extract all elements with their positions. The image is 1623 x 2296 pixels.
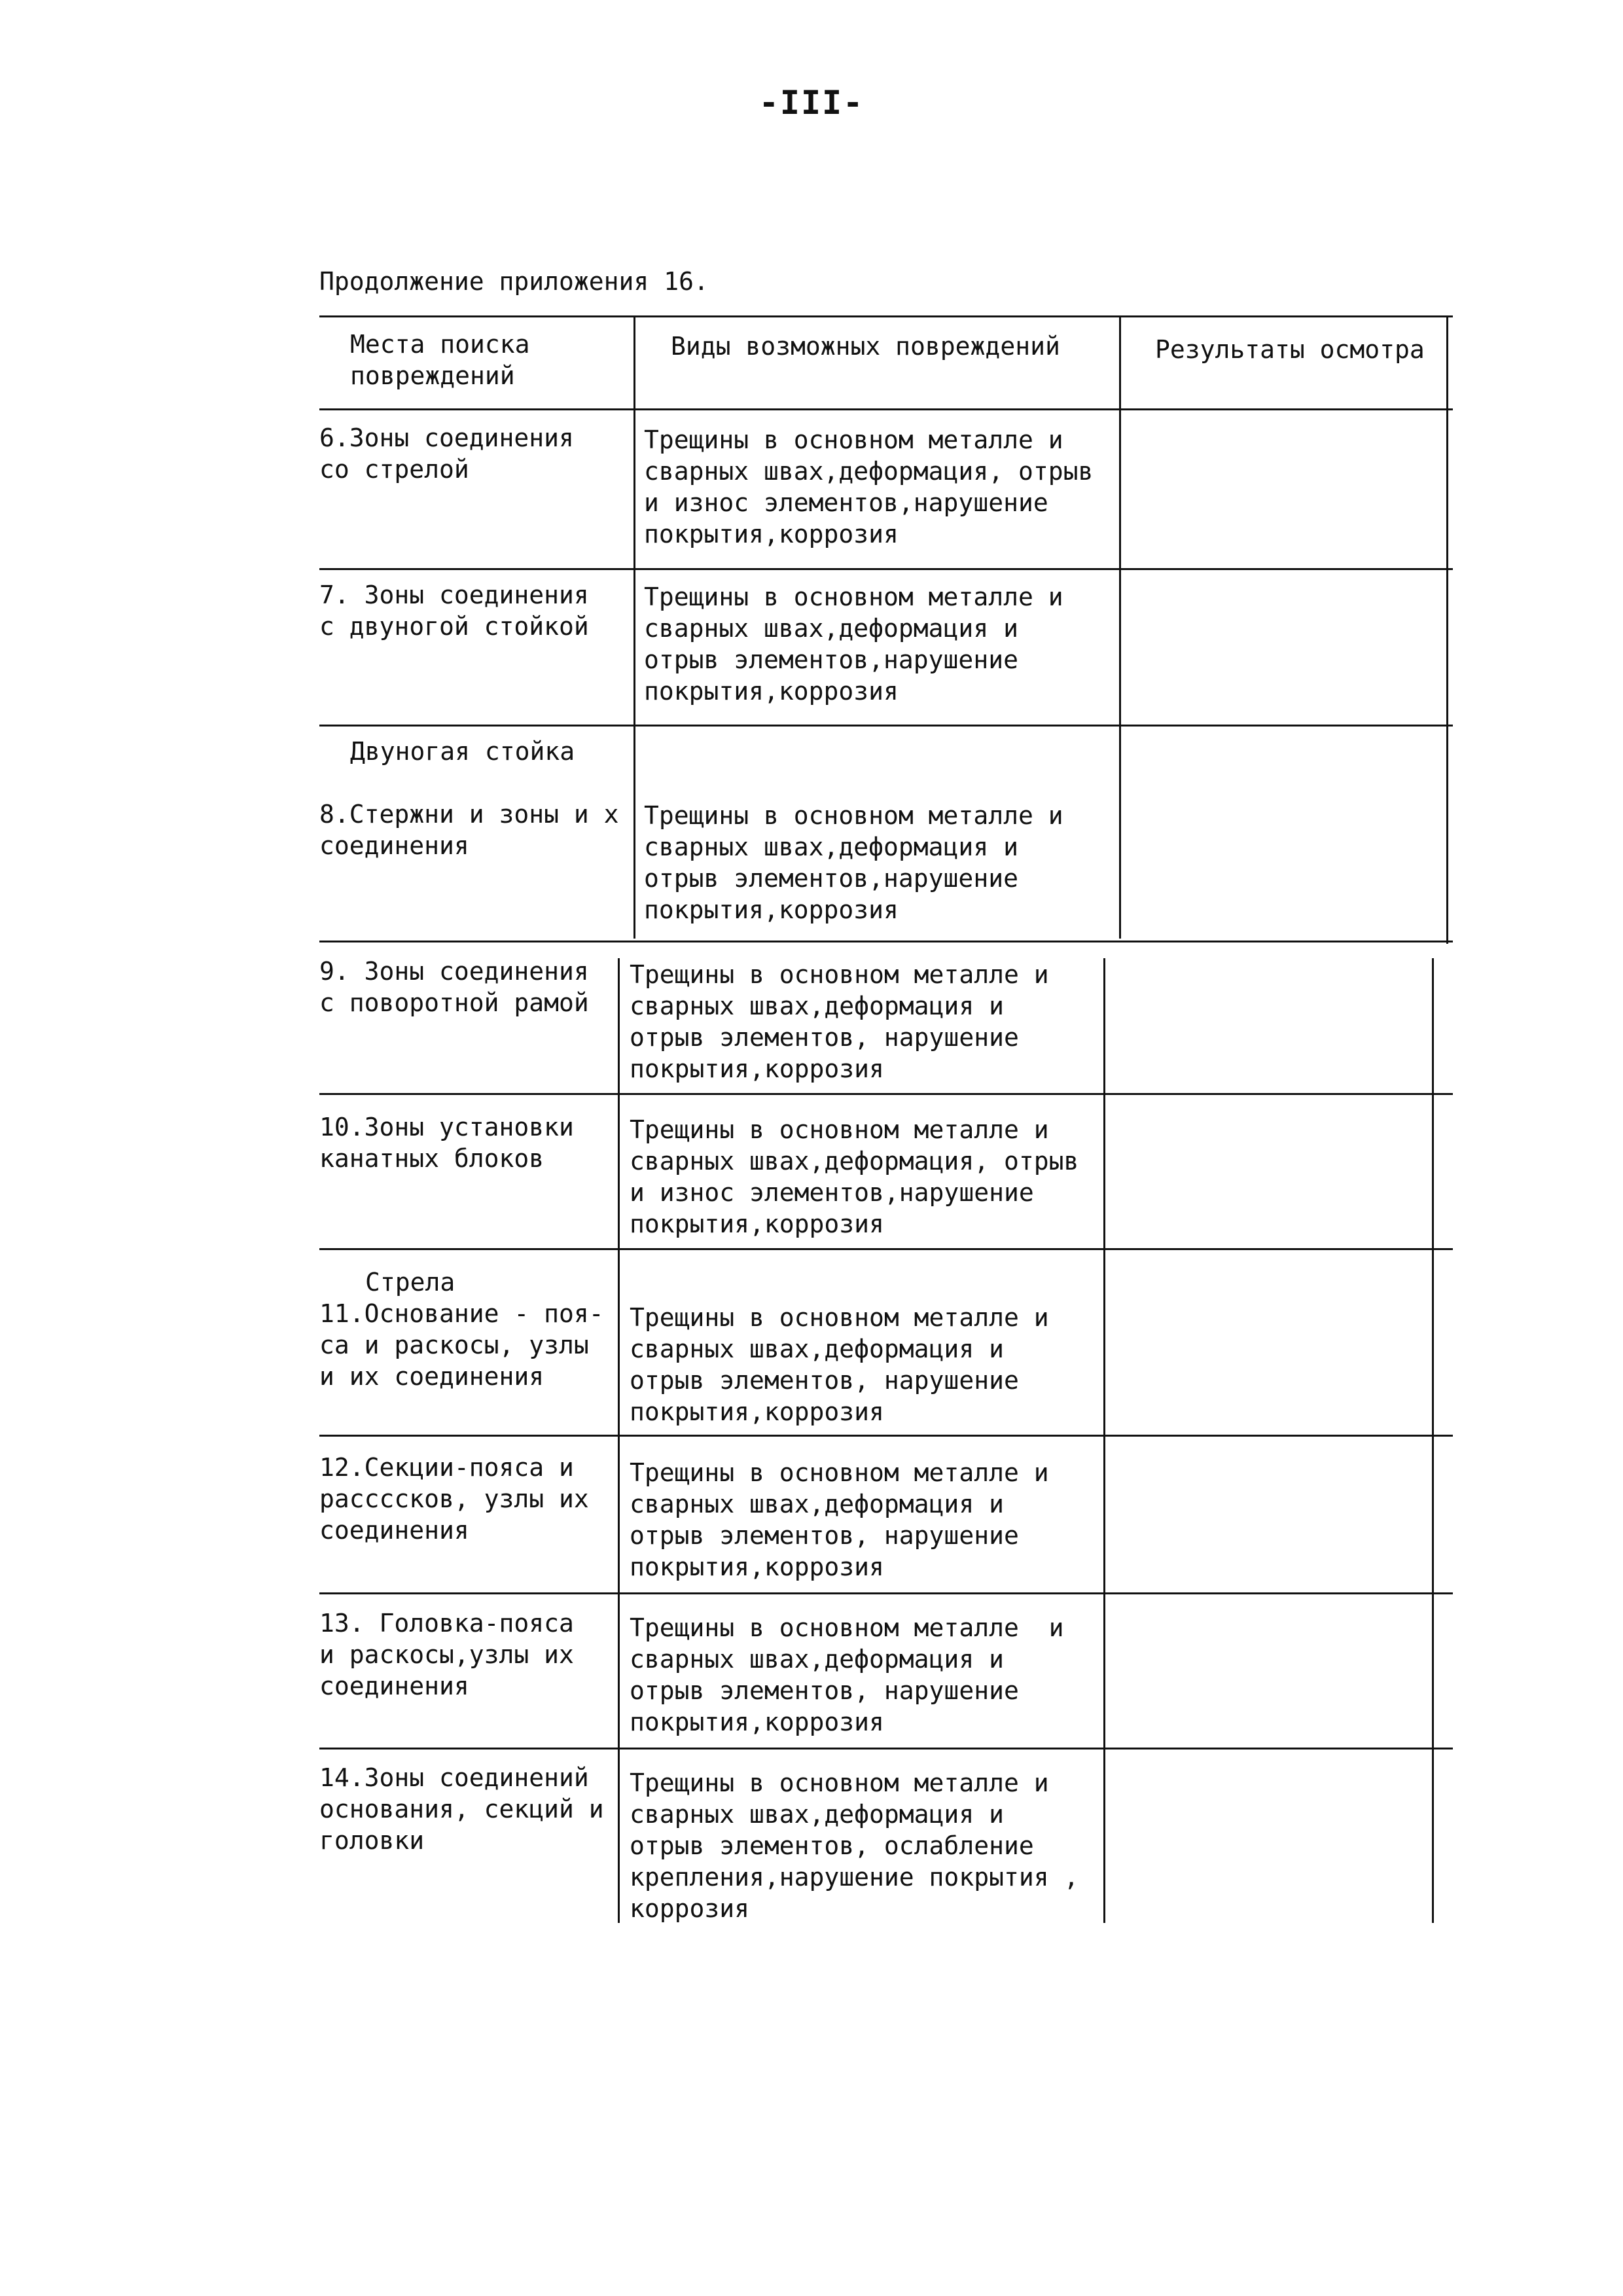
table-caption: Продолжение приложения 16. (319, 267, 709, 296)
row-9-place: 9. Зоны соединения с поворотной рамой (319, 957, 589, 1017)
row-7-damage: Трещины в основном металле и сварных швах,деформация и отрыв элементов,нарушение покрытия,коррозия (644, 583, 1063, 706)
row-11-damage: Трещины в основном металле и сварных швах,деформация и отрыв элементов, нарушение покрытия,коррозия (630, 1303, 1049, 1426)
row-14-damage: Трещины в основном металле и сварных швах,деформация и отрыв элементов, ослабление крепления,нарушение покрытия , коррозия (630, 1768, 1079, 1923)
row-10-damage: Трещины в основном металле и сварных швах,деформация, отрыв и износ элементов,нарушение покрытия,коррозия (630, 1115, 1079, 1238)
header-results: Результаты осмотра (1155, 335, 1425, 364)
table-top-border (319, 315, 1453, 317)
table-right-border (1432, 958, 1434, 1923)
row-divider (319, 568, 1453, 570)
col-divider-1 (618, 958, 620, 1923)
row-12-damage: Трещины в основном металле и сварных швах,деформация и отрыв элементов, нарушение покрытия,коррозия (630, 1458, 1049, 1581)
col-divider-1 (633, 315, 635, 939)
row-8-place: 8.Стержни и зоны и х соединения (319, 800, 619, 860)
col-divider-2 (1103, 958, 1105, 1923)
row-9-damage: Трещины в основном металле и сварных швах,деформация и отрыв элементов, нарушение покрытия,коррозия (630, 960, 1049, 1083)
row-12-place: 12.Секции-пояса и рассссков, узлы их соединения (319, 1453, 589, 1545)
col-divider-2 (1119, 315, 1121, 939)
row-divider (319, 725, 1453, 726)
header-damage-types: Виды возможных повреждений (671, 332, 1060, 361)
row-divider (319, 1748, 1453, 1749)
page-number: -III- (758, 84, 865, 122)
section-heading: Двуногая стойка (350, 737, 575, 766)
row-divider (319, 1093, 1453, 1095)
row-7-place: 7. Зоны соединения с двуногой стойкой (319, 581, 589, 641)
row-10-place: 10.Зоны установки канатных блоков (319, 1113, 574, 1173)
row-14-place: 14.Зоны соединений основания, секций и головки (319, 1763, 604, 1855)
table-right-border (1446, 315, 1448, 944)
row-divider (319, 1592, 1453, 1594)
row-13-place: 13. Головка-пояса и раскосы,узлы их соединения (319, 1609, 574, 1700)
row-divider (319, 941, 1453, 942)
row-6-damage: Трещины в основном металле и сварных швах,деформация, отрыв и износ элементов,нарушение покрытия,коррозия (644, 425, 1094, 548)
section-heading: Стрела (365, 1268, 455, 1297)
row-divider (319, 1248, 1453, 1250)
row-6-place: 6.Зоны соединения со стрелой (319, 423, 574, 484)
header-places: Места поиска повреждений (350, 330, 530, 390)
row-8-damage: Трещины в основном металле и сварных швах,деформация и отрыв элементов,нарушение покрытия,коррозия (644, 801, 1063, 924)
row-11-place: 11.Основание - поя- са и раскосы, узлы и их соединения (319, 1299, 604, 1391)
row-divider (319, 1435, 1453, 1437)
row-13-damage: Трещины в основном металле и сварных швах,деформация и отрыв элементов, нарушение покрытия,коррозия (630, 1613, 1064, 1736)
header-bottom-border (319, 408, 1453, 410)
